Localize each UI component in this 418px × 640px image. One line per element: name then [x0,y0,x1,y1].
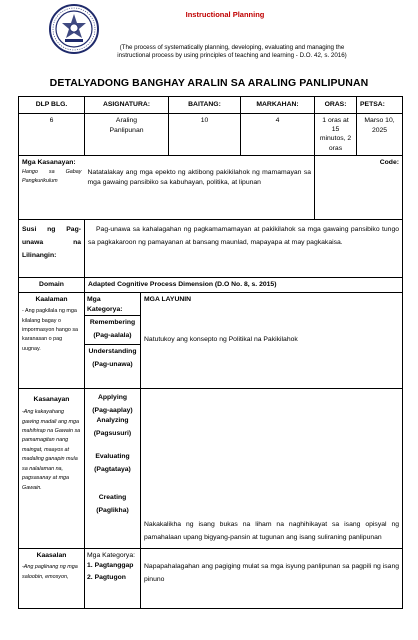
kaasalan-row [19,548,403,608]
kasanayan-source-word-1: Hango [22,168,38,175]
info-value-row [19,114,403,156]
susi-label-cell [19,219,85,277]
dlp-value: 6 [19,114,85,156]
kasanayan-label: Mga Kasanayan: [22,158,76,166]
objective-3: Napapahalagahan ang pagiging mulat sa mga isyung panlipunan sa pagpili ng isang pinuno [144,562,400,583]
evaluating-label: Evaluating [95,452,130,460]
subtitle-line-1: (The process of systematically planning, developing, evaluating and managing the [119,44,345,51]
kasanayan-domain-row [19,388,403,548]
kaalaman-cell [19,292,85,388]
kaasalan-mga-kategorya: Mga Kategorya: [87,551,135,559]
kaalaman-mga: Mga [87,295,101,303]
baitang-header: BAITANG: [169,97,241,114]
kaalaman-layunin-cell [141,292,403,388]
layunin-header: MGA LAYUNIN [144,295,192,303]
kaasalan-item-2 [87,573,138,583]
markahan-header: MARKAHAN: [241,97,315,114]
kaasalan-item-2-label: Pagtugon [94,574,126,582]
kasanayan-text: Natatalakay ang mga epekto ng aktibong pakikilahok ng mamamayan sa mga gawaing pansibiko sa kabuhayan, politika, at lipunan [87,168,312,186]
kasanayan-label-cell [19,155,85,219]
susi-word-1: Susi [22,225,37,233]
unawa-label: (Pag-unawa) [92,360,133,368]
kaasalan-label: Kaasalan [36,551,67,559]
kasanayan-domain-desc: -Ang kakayahang gawing madali ang mga mahihirap na Gawain sa pamamagitan nang maingat, maayos at madaling ganapin mula sa nalalaman na, pagsasanay at mga Gawain. [22,409,81,491]
pagtataya-label: (Pagtataya) [94,465,131,473]
oras-line-1: 1 oras at 15 [322,117,349,134]
markahan-value: 4 [241,114,315,156]
asignatura-header: ASIGNATURA: [85,97,169,114]
susi-text-cell [85,219,403,277]
paglikha-label: (Paglikha) [96,507,129,515]
objective-3-cell [141,548,403,608]
oras-line-3: oras [328,144,343,152]
susi-word-5: na [73,238,81,246]
info-header-row [19,97,403,114]
code-cell [315,155,403,219]
kaasalan-desc: -Ang paglinang ng mga saloobin, emosyon, [22,564,78,580]
objective-1: Natutukoy ang konsepto ng Politikal na Pakikilahok [144,336,298,344]
baitang-value: 10 [169,114,241,156]
dimension-label: Adapted Cognitive Process Dimension (D.O No. 8, s. 2015) [85,277,403,292]
creating-label: Creating [98,494,127,501]
kaasalan-item-1-num: 1. [87,562,93,570]
kaasalan-item-2-num: 2. [87,574,93,582]
petsa-value: Marso 10, 2025 [357,114,403,156]
petsa-header: PETSA: [357,97,403,114]
kasanayan-kategorya-cell [85,388,141,548]
objective-2: Nakakalikha ng isang bukas na liham na naghihikayat sa isang opisyal ng pamahalaan upang bigyang-pansin at tugunan ang isang suliraning panlipunan [144,521,400,541]
header-title: Instructional Planning [185,10,265,19]
understanding-label: Understanding [85,344,140,357]
pagsusuri-label: (Pagsusuri) [93,430,132,438]
domain-label: Domain [19,277,85,292]
kasanayan-domain-cell [19,388,85,548]
kaalaman-label: Kaalaman [35,295,68,303]
header-subtitle [72,44,392,61]
kasanayan-domain-label: Kasanayan [33,395,70,403]
oras-header: ORAS: [315,97,357,114]
oras-value [315,114,357,156]
kaalaman-kategorya: Kategorya: [87,306,123,314]
asignatura-line-1: Araling [115,117,138,124]
subtitle-line-2: instructional process by using principles of teaching and learning - D.O. 42, s. 2016) [117,52,347,60]
analyzing-label: Analyzing [96,417,129,425]
objective-2-cell [141,388,403,548]
dlp-header: DLP BLG. [19,97,85,114]
lesson-plan-table [18,96,403,609]
kaalaman-desc: - Ang pagkilala ng mga kilalang bagay o impormasyon hango sa karanasan o pag uugnay. [22,308,79,352]
kasanayan-source-word-4: Pangkurikulum [22,178,58,185]
susi-row [19,219,403,277]
domain-row [19,277,403,292]
applying-label: Applying [97,393,128,401]
kasanayan-source-word-2: sa [48,168,55,175]
susi-label-line-1 [22,224,81,237]
kasanayan-source-word-3: Gabay [65,168,82,175]
kasanayan-source [22,168,82,177]
kasanayan-text-cell [85,155,315,219]
kaalaman-kategorya-cell [85,292,141,388]
aalala-label: (Pag-aalala) [93,332,132,340]
susi-label-line-2 [22,237,81,250]
kaasalan-kategorya-cell [85,548,141,608]
kaasalan-item-1-label: Pagtanggap [94,562,134,570]
kasanayan-row [19,155,403,219]
kaalaman-row [19,292,403,388]
asignatura-value [85,114,169,156]
asignatura-line-2: Panlipunan [109,127,144,135]
aaplay-label: (Pag-aaplay) [92,407,133,415]
remembering-label: Remembering [85,315,140,328]
susi-word-6: Lilinangin: [22,251,57,259]
susi-word-4: unawa [22,238,44,246]
kaasalan-item-1 [87,561,138,571]
document-title: DETALYADONG BANGHAY ARALIN SA ARALING PANLIPUNAN [49,77,369,89]
kaasalan-cell [19,548,85,608]
code-label: Code: [379,158,400,166]
oras-line-2: minutos, 2 [319,135,352,143]
susi-text: Pag-unawa sa kahalagahan ng pagkamamamayan at pakikilahok sa mga gawaing pansibiko tungo sa pagkakaroon ng pamayanan at bansang maunlad, mapayapa at may pagkakaisa. [88,225,400,246]
susi-word-2: ng [47,225,56,233]
susi-word-3: Pag- [66,225,81,233]
